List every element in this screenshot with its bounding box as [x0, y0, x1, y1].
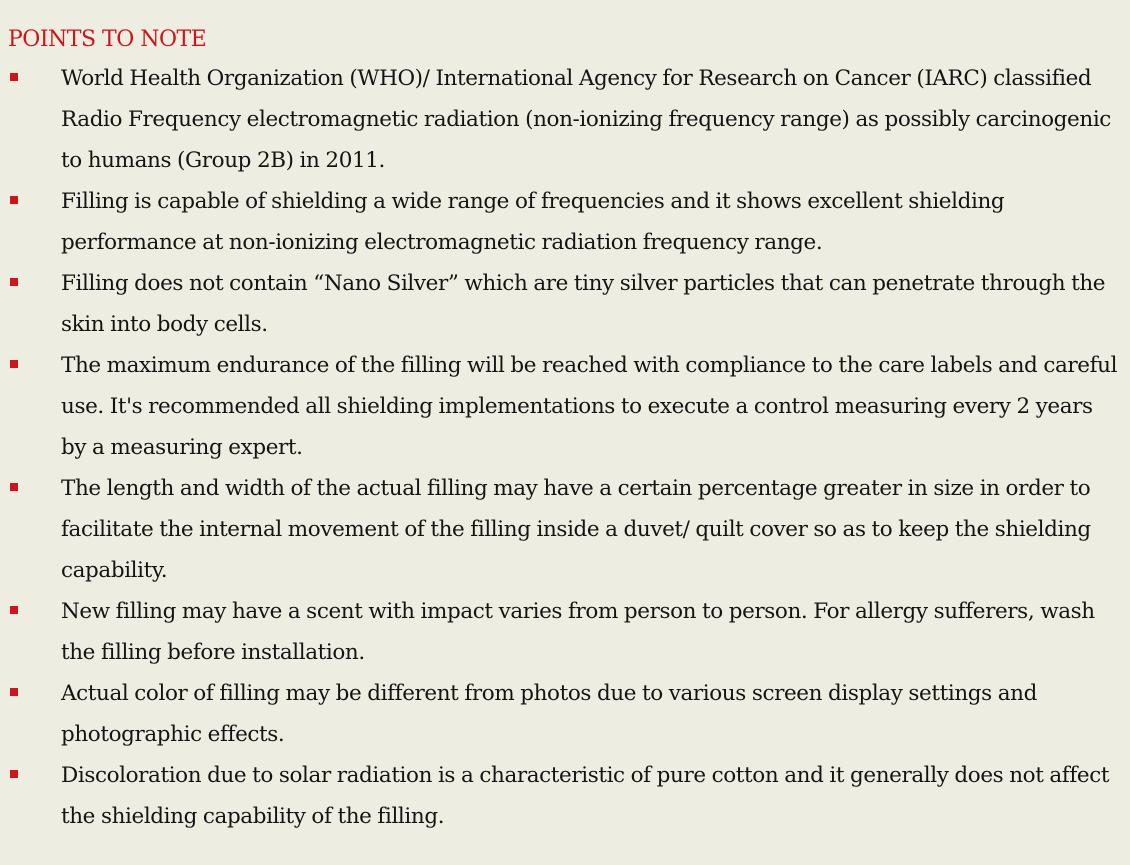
square-bullet-icon: [10, 606, 18, 614]
note-text: Filling is capable of shielding a wide range of frequencies and it shows excellent shielding performance at non-ionizing electromagnetic radiation frequency range.: [61, 189, 1005, 255]
square-bullet-icon: [10, 360, 18, 368]
square-bullet-icon: [10, 278, 18, 286]
note-item: [8, 181, 1120, 263]
note-text: World Health Organization (WHO)/ International Agency for Research on Cancer (IARC) classified Radio Frequency electromagnetic radiation (non-ionizing frequency range) as possibly carcinogenic to humans (Group 2B) in 2011.: [61, 66, 1111, 173]
note-item: [8, 468, 1120, 591]
square-bullet-icon: [10, 770, 18, 778]
note-item: [8, 591, 1120, 673]
note-item: [8, 755, 1120, 837]
note-text: The length and width of the actual filling may have a certain percentage greater in size in order to facilitate the internal movement of the filling inside a duvet/ quilt cover so as to keep the shielding capability.: [61, 476, 1091, 583]
square-bullet-icon: [10, 483, 18, 491]
square-bullet-icon: [10, 73, 18, 81]
note-text: Actual color of filling may be different from photos due to various screen display settings and photographic effects.: [61, 681, 1037, 747]
note-item: [8, 345, 1120, 468]
note-item: [8, 263, 1120, 345]
note-item: [8, 673, 1120, 755]
square-bullet-icon: [10, 196, 18, 204]
note-text: Discoloration due to solar radiation is a characteristic of pure cotton and it generally does not affect the shielding capability of the filling.: [61, 763, 1110, 829]
square-bullet-icon: [10, 688, 18, 696]
note-text: Filling does not contain “Nano Silver” which are tiny silver particles that can penetrate through the skin into body cells.: [61, 271, 1106, 337]
note-text: The maximum endurance of the filling will be reached with compliance to the care labels and careful use. It's recommended all shielding implementations to execute a control measuring every 2 years by a measuring expert.: [61, 353, 1118, 460]
section-heading: POINTS TO NOTE: [8, 27, 207, 52]
note-item: [8, 58, 1120, 181]
notes-list: [8, 58, 1120, 837]
note-text: New filling may have a scent with impact varies from person to person. For allergy sufferers, wash the filling before installation.: [61, 599, 1095, 665]
